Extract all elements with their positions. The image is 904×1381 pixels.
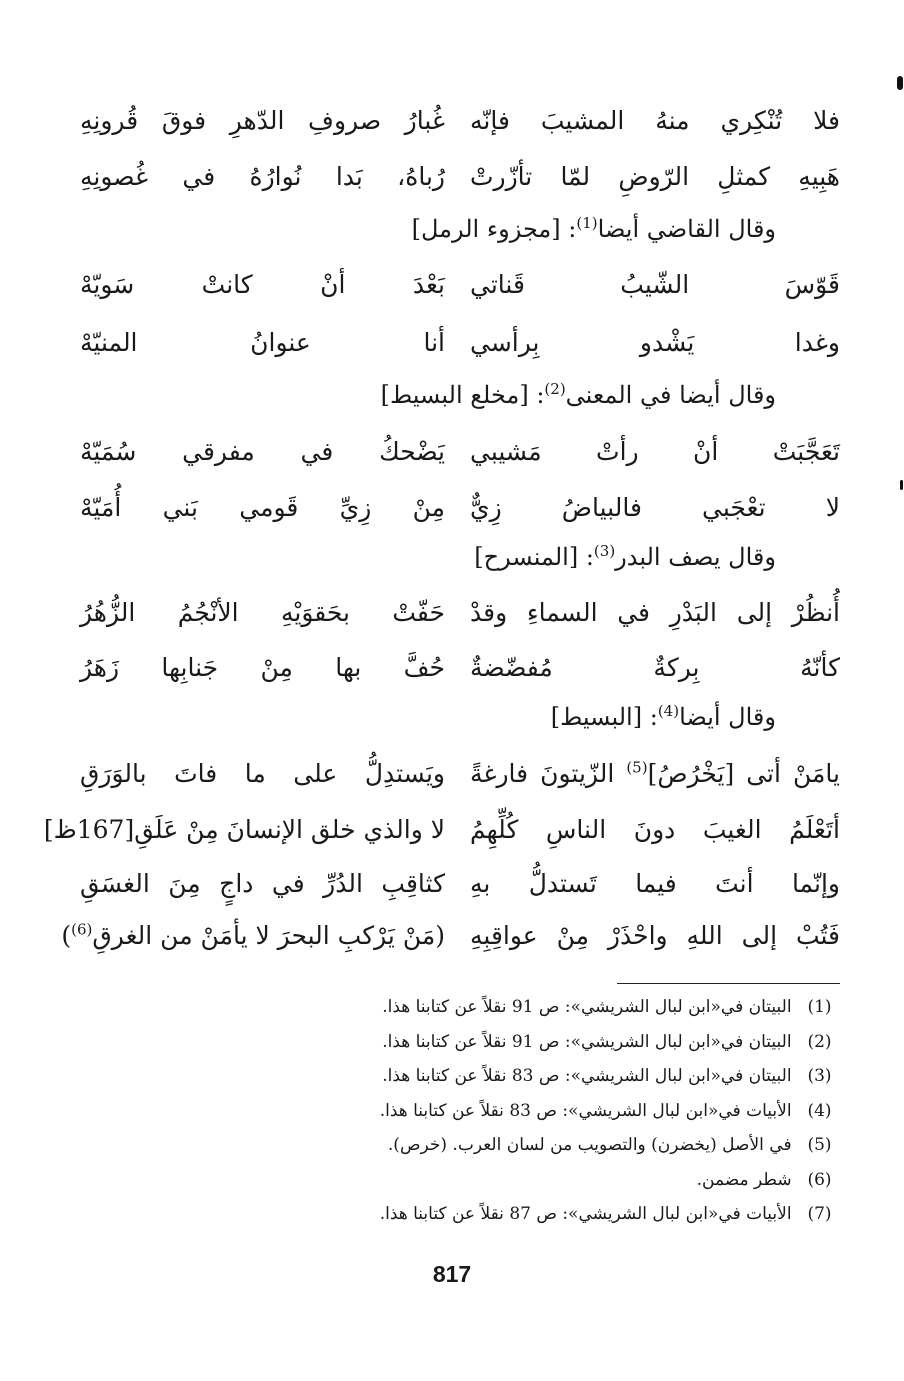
footnote-item [242,1163,842,1198]
verse-first-hemistich: فلا تُنْكِري منهُ المشيبَ فإنّه [470,106,840,135]
verse-line [43,805,840,855]
verse-first-hemistich: لا تعْجَبي فالبياضُ زِيٌّ [470,493,840,522]
verse-first-hemistich: تَعَجَّبَتْ أنْ رأتْ مَشيبي [470,437,840,466]
verse-line [80,318,840,368]
poem-introduction [216,205,776,253]
footnote-text: البيتان في«ابن لبال الشريشي»: ص 83 نقلاً عن كتابنا هذا. [382,1066,792,1086]
footnote-item [242,1197,842,1232]
verse-second-hemistich [61,911,445,961]
footnote-number: (1) [807,997,832,1017]
hemistich-text: (مَنْ يَرْكبِ البحرَ لا يأمَنْ من الغرقِ [92,921,445,950]
footnote-item [242,990,842,1025]
verse-line [80,643,840,693]
scan-mark-side [900,480,903,490]
verse-first-hemistich: أتَعْلَمُ الغيبَ دونَ الناسِ كُلِّهِمُ [470,815,840,844]
footnote-item [242,1128,842,1163]
verse-line [80,96,840,146]
meter-label: : [البسيط] [550,703,658,731]
verse-second-hemistich: لا والذي خلق الإنسانَ مِنْ عَلَقِ[167ظ] [43,815,445,844]
footnote-separator [617,983,840,984]
meter-label: : [مجزوء الرمل] [411,215,577,243]
verse-second-hemistich: كثاقِبِ الدُرِّ في داجٍ مِنَ الغسَقِ [80,869,445,898]
footnote-number: (4) [807,1100,832,1121]
verse-first-hemistich: وغدا يَشْدو بِرأسي [470,328,840,357]
verse-second-hemistich: يَضْحكُ في مفرقي سُمَيّهْ [80,437,445,466]
footnote-ref: (2) [544,380,566,398]
verse-line [80,588,840,638]
footnote-text: البيتان في«ابن لبال الشريشي»: ص 91 نقلاً عن كتابنا هذا. [382,997,792,1017]
verse-line [80,260,840,310]
verse-first-hemistich: كأنّهُ بِركةٌ مُفضّضةٌ [470,653,840,682]
verse-second-hemistich: ويَستدِلُّ على ما فاتَ بالوَرَقِ [80,759,445,788]
meter-label: : [المنسرح] [474,543,594,571]
verse-second-hemistich: مِنْ زِيِّ قَومي بَني أُمَيّهْ [80,493,445,522]
footnote-ref: (4) [657,702,680,720]
footnote-text: شطر مضمن. [696,1169,792,1190]
intro-text: وقال القاضي أيضا [597,215,776,243]
verse-first-hemistich: قَوّسَ الشّيبُ قَناتي [470,270,840,299]
verse-line [80,859,840,909]
footnote-text: الأبيات في«ابن لبال الشريشي»: ص 83 نقلاً عن كتابنا هذا. [379,1100,792,1121]
verse-first-hemistich [470,749,840,799]
verse-line [80,427,840,477]
verse-second-hemistich: رُباهُ، بَدا نُوارُهُ في غُصونِهِ [80,162,445,191]
footnote-ref: (1) [576,214,598,232]
footnote-number: (5) [807,1135,832,1155]
intro-text: وقال يصف البدر [615,543,776,571]
verse-first-hemistich: هَبِيهِ كمثلِ الرّوضِ لمّا تأزّرتْ [470,162,840,191]
verse-first-hemistich: أُنظُرْ إلى البَدْرِ في السماءِ وقدْ [470,598,840,627]
poem-introduction [216,693,776,741]
poem-introduction [216,371,776,419]
footnote-ref: (6) [71,920,93,939]
verse-line [61,911,840,961]
verse-second-hemistich: حَفّتْ بحَقوَيْهِ الأنْجُمُ الزُّهُرُ [80,598,445,627]
verse-second-hemistich: غُبارُ صروفِ الدّهرِ فوقَ قُرونِهِ [80,106,445,135]
verse-line [80,152,840,202]
footnote-number: (2) [807,1031,832,1052]
footnote-text: البيتان في«ابن لبال الشريشي»: ص 91 نقلاً عن كتابنا هذا. [382,1031,792,1052]
footnote-number: (3) [807,1066,832,1086]
footnote-number: (7) [807,1204,832,1224]
poem-introduction [216,533,776,581]
page-number: 817 [432,1261,472,1287]
verse-first-hemistich: وإنّما أنتَ فيما تَستدلُّ بهِ [470,869,840,898]
verse-first-hemistich: فَتُبْ إلى اللهِ واحْذَرْ مِنْ عواقِبِهِ [470,921,840,950]
scan-mark-top [897,76,903,90]
verse-line [80,483,840,533]
intro-text: وقال أيضا [679,703,776,731]
footnote-text: الأبيات في«ابن لبال الشريشي»: ص 87 نقلاً عن كتابنا هذا. [379,1204,792,1224]
verse-second-hemistich: حُفَّ بها مِنْ جَنابِها زَهَرُ [80,653,445,682]
verse-second-hemistich: أنا عنوانُ المنيّهْ [80,328,445,357]
footnote-text: في الأصل (يخضرن) والتصويب من لسان العرب. (خرص). [387,1135,792,1155]
hemistich-text-tail: ) [61,921,72,950]
hemistich-text: يامَنْ أتى [يَخْرُصُ] [647,759,840,788]
intro-text: وقال أيضا في المعنى [565,381,776,409]
verse-line [80,749,840,799]
footnote-number: (6) [807,1169,832,1190]
footnote-item [242,1025,842,1060]
footnote-ref: (5) [626,758,648,777]
footnotes [242,990,842,1232]
hemistich-text-tail: الزّيتونَ فارغةً [470,759,627,788]
footnote-ref: (3) [593,542,616,560]
meter-label: : [مخلع البسيط] [380,381,545,409]
footnote-item [242,1059,842,1094]
verse-second-hemistich: بَعْدَ أنْ كانتْ سَويّهْ [80,270,445,299]
footnote-item [242,1094,842,1129]
